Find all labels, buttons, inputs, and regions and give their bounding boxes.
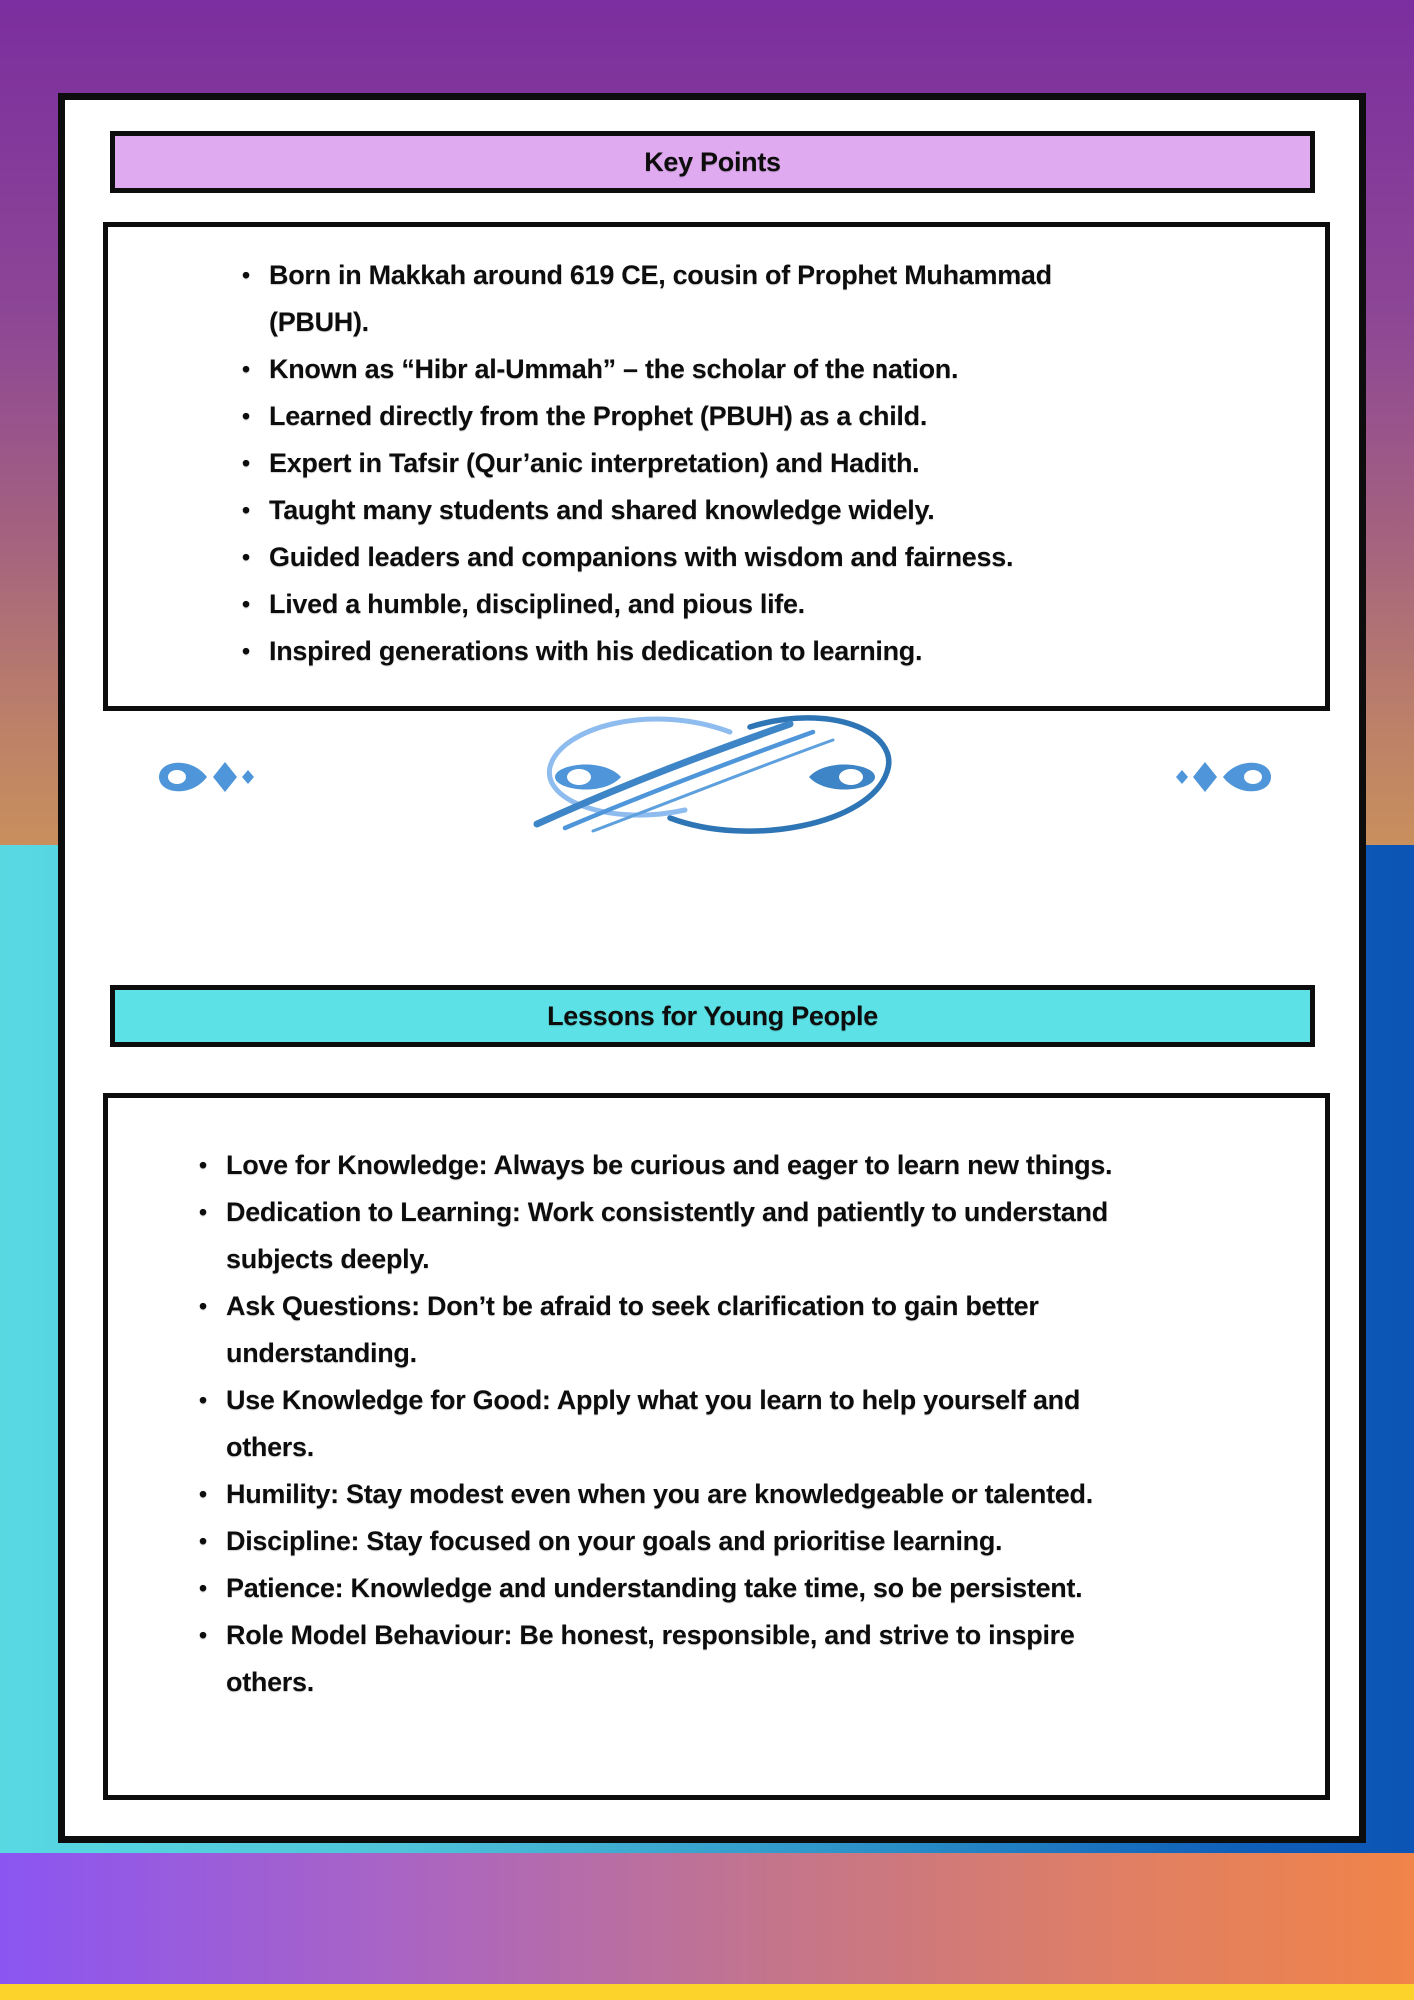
flourish-center [537, 718, 889, 831]
flourish-end-right [1176, 762, 1271, 792]
list-item: • Lived a humble, disciplined, and pious life. [242, 581, 1102, 628]
flourish-divider-icon [145, 712, 1285, 842]
key-points-header [110, 131, 1315, 193]
lessons-title: Lessons for Young People [547, 1000, 878, 1031]
key-points-list [242, 252, 1102, 675]
list-item: • Role Model Behaviour: Be honest, responsible, and strive to inspire others. [199, 1612, 1149, 1706]
list-item: • Humility: Stay modest even when you are knowledgeable or talented. [199, 1471, 1149, 1518]
lessons-list [199, 1142, 1149, 1706]
lessons-box [103, 1093, 1330, 1800]
background-violet-orange-band [0, 1853, 1414, 1984]
list-item: • Known as “Hibr al-Ummah” – the scholar of the nation. [242, 346, 1102, 393]
decorative-flourish-divider [145, 712, 1285, 842]
list-item: • Ask Questions: Don’t be afraid to seek clarification to gain better understanding. [199, 1283, 1149, 1377]
list-item: • Inspired generations with his dedication to learning. [242, 628, 1102, 675]
list-item: • Patience: Knowledge and understanding take time, so be persistent. [199, 1565, 1149, 1612]
list-item: • Discipline: Stay focused on your goals and prioritise learning. [199, 1518, 1149, 1565]
list-item: • Love for Knowledge: Always be curious and eager to learn new things. [199, 1142, 1149, 1189]
list-item: • Taught many students and shared knowledge widely. [242, 487, 1102, 534]
key-points-box [103, 222, 1330, 711]
list-item: • Born in Makkah around 619 CE, cousin of Prophet Muhammad (PBUH). [242, 252, 1102, 346]
list-item: • Use Knowledge for Good: Apply what you learn to help yourself and others. [199, 1377, 1149, 1471]
list-item: • Guided leaders and companions with wisdom and fairness. [242, 534, 1102, 581]
flourish-end-left [159, 762, 254, 792]
lessons-header [110, 985, 1315, 1047]
list-item: • Expert in Tafsir (Qur’anic interpretation) and Hadith. [242, 440, 1102, 487]
list-item: • Learned directly from the Prophet (PBUH) as a child. [242, 393, 1102, 440]
key-points-title: Key Points [644, 146, 781, 177]
background-gold-strip [0, 1984, 1414, 2000]
list-item: • Dedication to Learning: Work consistently and patiently to understand subjects deeply. [199, 1189, 1149, 1283]
